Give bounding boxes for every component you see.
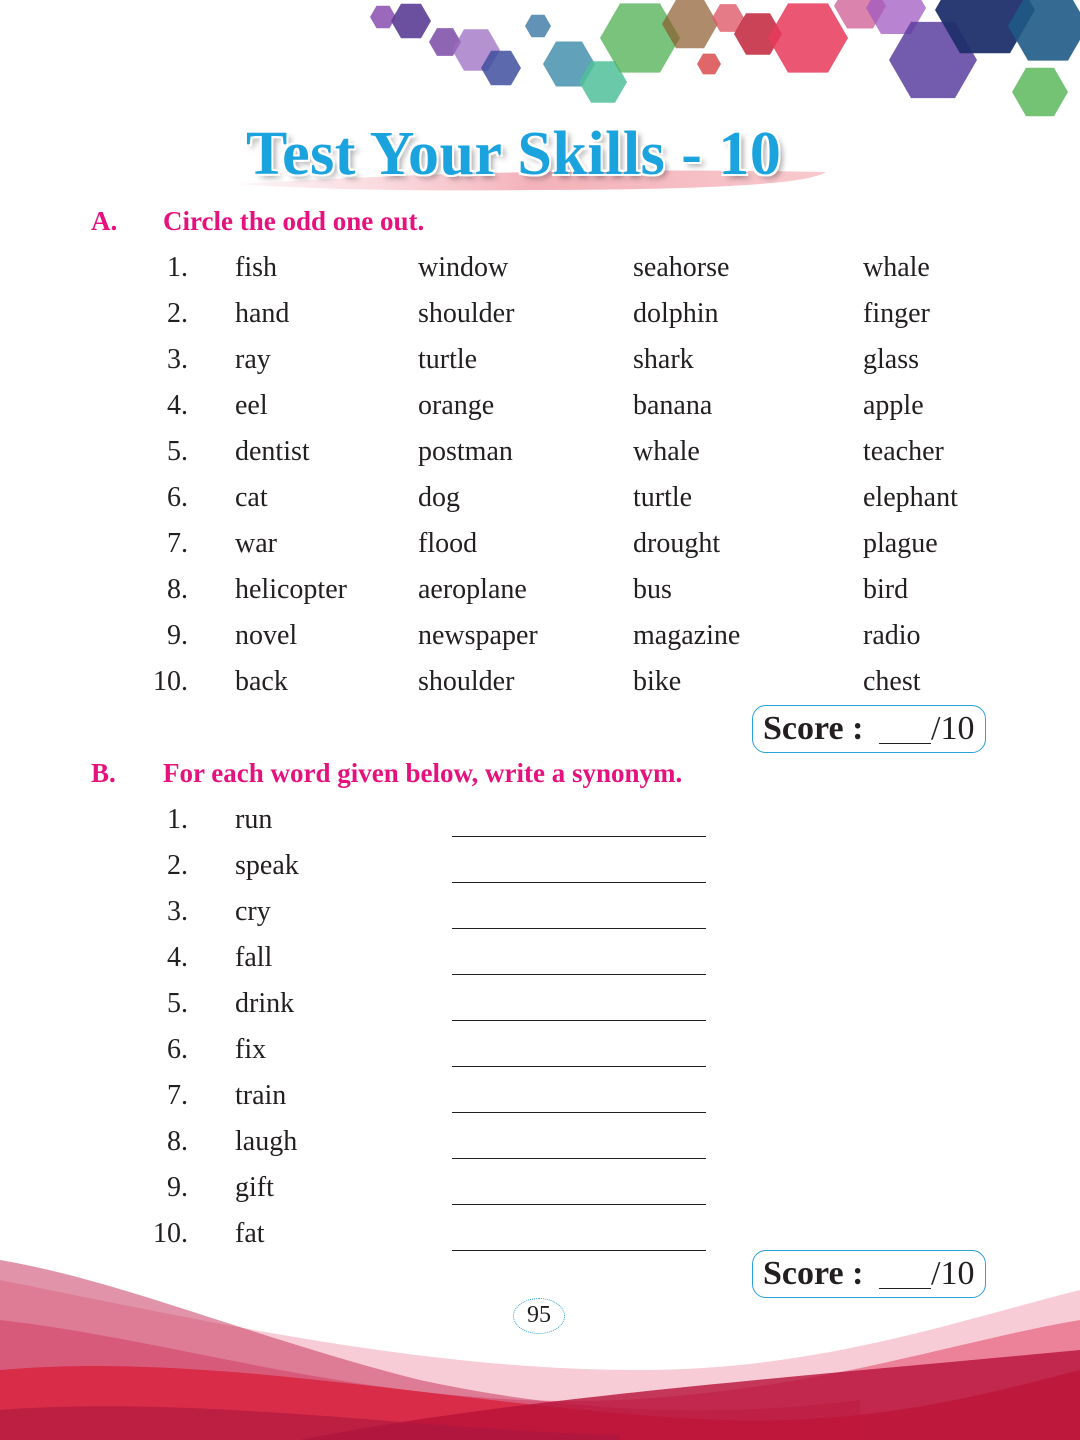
word-option[interactable]: dolphin: [633, 298, 719, 329]
page-number: 95: [513, 1298, 565, 1334]
prompt-word: drink: [235, 988, 295, 1019]
answer-blank[interactable]: [452, 882, 706, 883]
answer-blank[interactable]: [452, 1112, 706, 1113]
odd-one-out-row: [0, 386, 1080, 432]
word-option[interactable]: hand: [235, 298, 290, 329]
word-option[interactable]: radio: [863, 620, 921, 651]
word-option[interactable]: aeroplane: [418, 574, 527, 605]
hexagon-shape: [768, 3, 848, 72]
word-option[interactable]: orange: [418, 390, 495, 421]
item-number: 4.: [167, 390, 188, 421]
synonym-row: [0, 984, 1080, 1030]
hexagon-shape: [370, 6, 396, 29]
answer-blank[interactable]: [452, 1204, 706, 1205]
answer-blank[interactable]: [452, 1158, 706, 1159]
prompt-word: laugh: [235, 1126, 298, 1157]
section-b-letter: B.: [91, 758, 116, 788]
item-number: 4.: [167, 942, 188, 973]
word-option[interactable]: elephant: [863, 482, 958, 513]
odd-one-out-row: [0, 616, 1080, 662]
score-total: /10: [931, 710, 975, 747]
word-option[interactable]: flood: [418, 528, 478, 559]
hexagon-shape: [391, 4, 431, 39]
word-option[interactable]: helicopter: [235, 574, 347, 605]
title-banner: [230, 108, 830, 198]
item-number: 10.: [153, 666, 188, 697]
prompt-word: speak: [235, 850, 299, 881]
word-option[interactable]: apple: [863, 390, 924, 421]
synonym-row: [0, 938, 1080, 984]
item-number: 9.: [167, 620, 188, 651]
page-title: Test Your Skills - 10: [246, 120, 782, 188]
odd-one-out-row: [0, 432, 1080, 478]
item-number: 1.: [167, 252, 188, 283]
item-number: 5.: [167, 988, 188, 1019]
answer-blank[interactable]: [452, 1066, 706, 1067]
score-total: /10: [931, 1255, 975, 1292]
section-a-heading: [91, 204, 591, 238]
item-number: 3.: [167, 344, 188, 375]
word-option[interactable]: glass: [863, 344, 919, 375]
word-option[interactable]: war: [235, 528, 277, 559]
synonym-row: [0, 800, 1080, 846]
synonym-row: [0, 846, 1080, 892]
prompt-word: run: [235, 804, 273, 835]
word-option[interactable]: ray: [235, 344, 271, 375]
word-option[interactable]: shoulder: [418, 666, 515, 697]
section-a-instruction: Circle the odd one out.: [163, 206, 425, 236]
odd-one-out-row: [0, 248, 1080, 294]
item-number: 6.: [167, 482, 188, 513]
section-b-instruction: For each word given below, write a synonym.: [163, 758, 683, 788]
odd-one-out-row: [0, 478, 1080, 524]
item-number: 7.: [167, 1080, 188, 1111]
odd-one-out-row: [0, 294, 1080, 340]
prompt-word: train: [235, 1080, 287, 1111]
item-number: 9.: [167, 1172, 188, 1203]
word-option[interactable]: dentist: [235, 436, 310, 467]
word-option[interactable]: turtle: [418, 344, 478, 375]
answer-blank[interactable]: [452, 836, 706, 837]
word-option[interactable]: window: [418, 252, 509, 283]
word-option[interactable]: dog: [418, 482, 460, 513]
word-option[interactable]: newspaper: [418, 620, 538, 651]
hexagon-shape: [525, 15, 551, 38]
score-label: Score :: [763, 710, 864, 747]
prompt-word: fix: [235, 1034, 267, 1065]
item-number: 7.: [167, 528, 188, 559]
item-number: 6.: [167, 1034, 188, 1065]
word-option[interactable]: cat: [235, 482, 268, 513]
word-option[interactable]: chest: [863, 666, 921, 697]
hexagon-shape: [1008, 0, 1080, 61]
word-option[interactable]: plague: [863, 528, 938, 559]
item-number: 10.: [153, 1218, 188, 1249]
prompt-word: fat: [235, 1218, 265, 1249]
prompt-word: cry: [235, 896, 271, 927]
section-b-heading: [91, 756, 791, 790]
score-blank[interactable]: [879, 707, 931, 744]
answer-blank[interactable]: [452, 974, 706, 975]
word-option[interactable]: shark: [633, 344, 694, 375]
odd-one-out-row: [0, 570, 1080, 616]
item-number: 8.: [167, 574, 188, 605]
synonym-row: [0, 1076, 1080, 1122]
word-option[interactable]: whale: [863, 252, 930, 283]
word-option[interactable]: back: [235, 666, 288, 697]
synonym-row: [0, 892, 1080, 938]
answer-blank[interactable]: [452, 1250, 706, 1251]
wave-decoration: [0, 1260, 1080, 1440]
answer-blank[interactable]: [452, 928, 706, 929]
synonym-row: [0, 1168, 1080, 1214]
word-option[interactable]: seahorse: [633, 252, 730, 283]
synonym-row: [0, 1030, 1080, 1076]
word-option[interactable]: bus: [633, 574, 672, 605]
score-label: Score :: [763, 1255, 864, 1292]
odd-one-out-row: [0, 662, 1080, 708]
word-option[interactable]: fish: [235, 252, 277, 283]
section-a-score-box: [752, 705, 986, 753]
word-option[interactable]: whale: [633, 436, 700, 467]
word-option[interactable]: shoulder: [418, 298, 515, 329]
item-number: 5.: [167, 436, 188, 467]
item-number: 8.: [167, 1126, 188, 1157]
synonym-row: [0, 1122, 1080, 1168]
section-a-letter: A.: [91, 206, 118, 236]
word-option[interactable]: novel: [235, 620, 298, 651]
item-number: 2.: [167, 298, 188, 329]
word-option[interactable]: drought: [633, 528, 721, 559]
word-option[interactable]: magazine: [633, 620, 741, 651]
hexagon-shape: [1012, 68, 1068, 116]
item-number: 3.: [167, 896, 188, 927]
word-option[interactable]: teacher: [863, 436, 944, 467]
word-option[interactable]: postman: [418, 436, 513, 467]
prompt-word: gift: [235, 1172, 274, 1203]
answer-blank[interactable]: [452, 1020, 706, 1021]
word-option[interactable]: bird: [863, 574, 909, 605]
word-option[interactable]: turtle: [633, 482, 693, 513]
word-option[interactable]: banana: [633, 390, 713, 421]
prompt-word: fall: [235, 942, 273, 973]
odd-one-out-row: [0, 340, 1080, 386]
word-option[interactable]: eel: [235, 390, 268, 421]
item-number: 2.: [167, 850, 188, 881]
item-number: 1.: [167, 804, 188, 835]
odd-one-out-row: [0, 524, 1080, 570]
word-option[interactable]: bike: [633, 666, 682, 697]
hexagon-shape: [697, 54, 721, 75]
word-option[interactable]: finger: [863, 298, 930, 329]
